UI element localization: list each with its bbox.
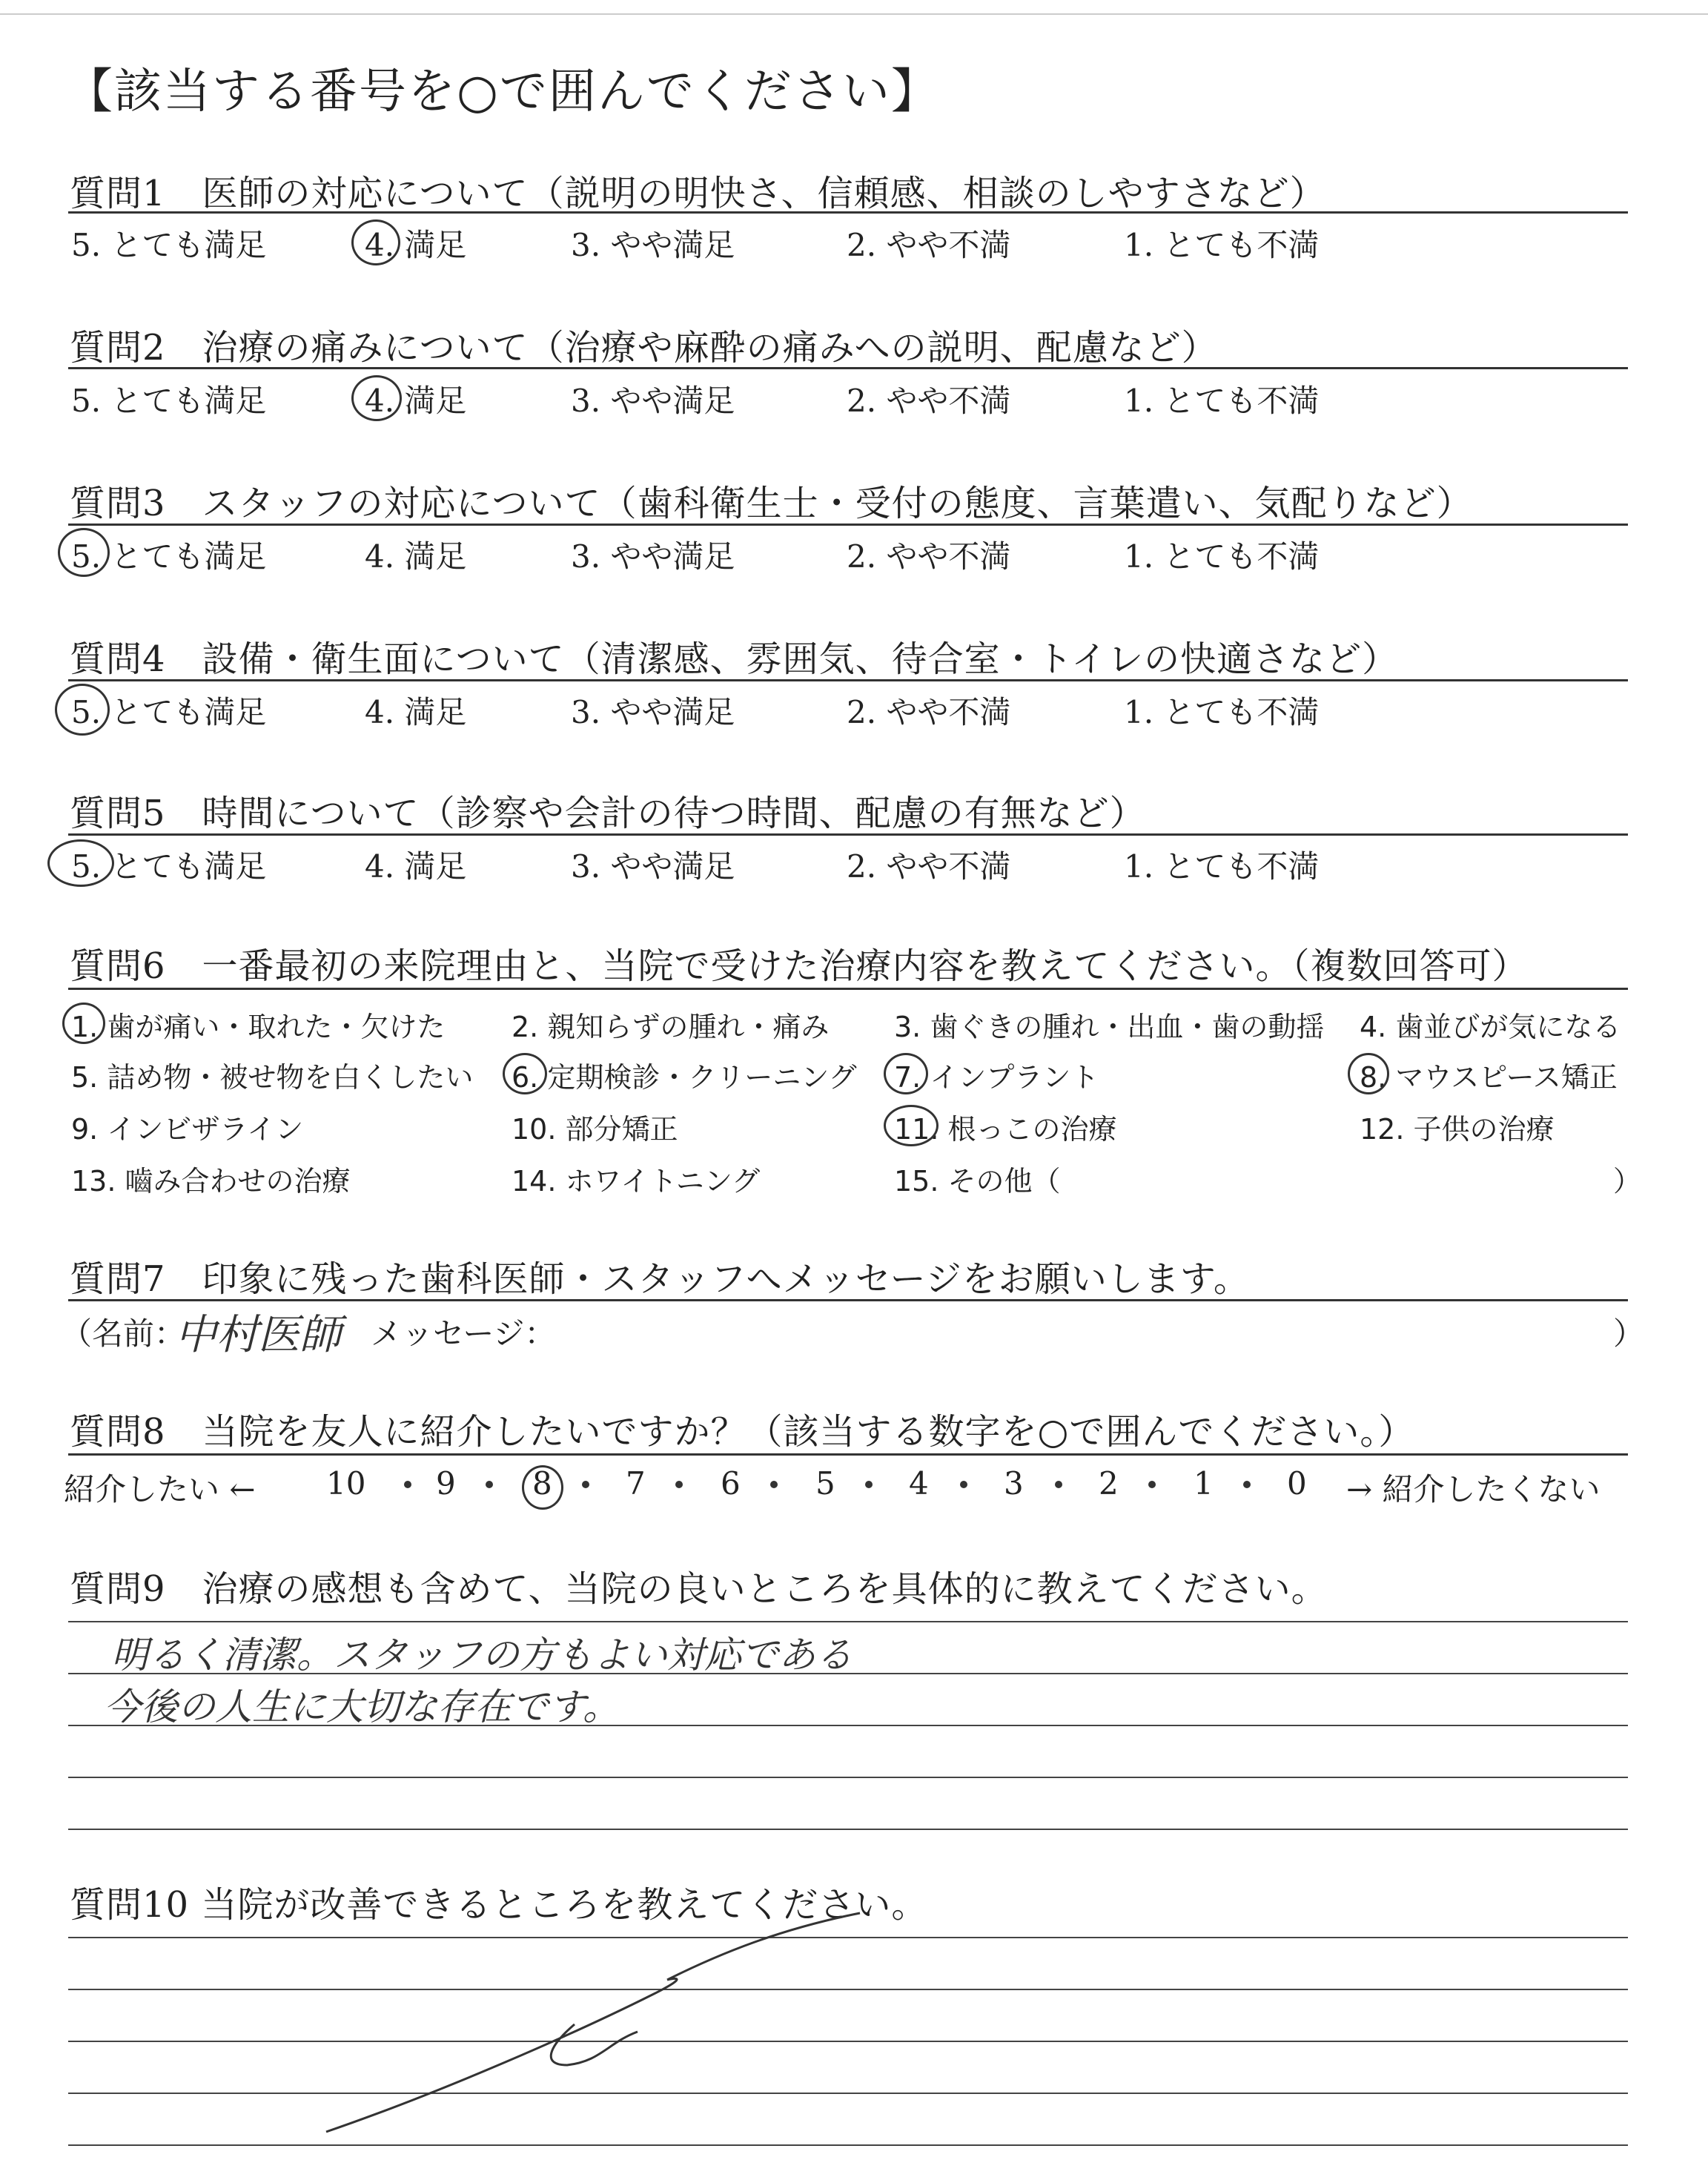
q4-option-4[interactable]: 4. 満足: [365, 694, 467, 730]
q5-selected-circle: [47, 839, 114, 887]
q6-option-7[interactable]: 7. インプラント: [894, 1061, 1099, 1094]
q8-scale-0[interactable]: 0: [1287, 1465, 1307, 1502]
q2-label: 質問2 治療の痛みについて（治療や麻酔の痛みへの説明、配慮など）: [70, 327, 1218, 369]
q5-label: 質問5 時間について（診察や会計の待つ時間、配慮の有無など）: [70, 793, 1146, 834]
q8-scale-8[interactable]: 8: [532, 1465, 552, 1502]
q8-scale-2[interactable]: 2: [1099, 1465, 1119, 1502]
q5-option-2[interactable]: 2. やや不満: [847, 848, 1011, 885]
q6-option-11[interactable]: 11. 根っこの治療: [894, 1113, 1117, 1146]
q8-right-label: → 紹介したくない: [1346, 1471, 1601, 1507]
q4-label: 質問4 設備・衛生面について（清潔感、雰囲気、待合室・トイレの快適さなど）: [70, 638, 1399, 680]
q1-option-5[interactable]: 5. とても満足: [71, 227, 267, 263]
q5-option-4[interactable]: 4. 満足: [365, 848, 467, 885]
q8-scale-10[interactable]: 10: [326, 1465, 366, 1502]
q9-line-4: [68, 1777, 1628, 1778]
q7-label: 質問7 印象に残った歯科医師・スタッフへメッセージをお願いします。: [70, 1258, 1250, 1300]
q8-label: 質問8 当院を友人に紹介したいですか？（該当する数字を○で囲んでください。）: [70, 1411, 1415, 1453]
q2-option-2[interactable]: 2. やや不満: [847, 383, 1011, 419]
q8-rule: [68, 1453, 1628, 1456]
q6-option-2[interactable]: 2. 親知らずの腫れ・痛み: [512, 1011, 830, 1043]
q3-option-5[interactable]: 5. とても満足: [71, 538, 267, 575]
q10-line-5: [68, 2144, 1628, 2146]
q4-option-3[interactable]: 3. やや満足: [571, 694, 735, 730]
q2-option-5[interactable]: 5. とても満足: [71, 383, 267, 419]
q4-rule: [68, 679, 1628, 681]
q3-option-1[interactable]: 1. とても不満: [1124, 538, 1320, 575]
q7-name-prefix: （名前：: [61, 1315, 186, 1352]
q5-option-1[interactable]: 1. とても不満: [1124, 848, 1320, 885]
q2-option-1[interactable]: 1. とても不満: [1124, 383, 1320, 419]
q7-name-handwritten[interactable]: 中村医師: [175, 1311, 341, 1359]
q4-option-2[interactable]: 2. やや不満: [847, 694, 1011, 730]
q9-line-1: [68, 1621, 1628, 1622]
q6-option-3[interactable]: 3. 歯ぐきの腫れ・出血・歯の動揺: [894, 1011, 1325, 1043]
q7-rule: [68, 1299, 1628, 1301]
q2-rule: [68, 367, 1628, 369]
q8-scale-7[interactable]: 7: [626, 1465, 646, 1502]
q10-strike-scribble: [311, 1906, 875, 2143]
q6-selected-circle-1: [62, 1003, 105, 1044]
q7-message-label: メッセージ：: [371, 1315, 556, 1352]
q2-option-3[interactable]: 3. やや満足: [571, 383, 735, 419]
q3-option-2[interactable]: 2. やや不満: [847, 538, 1011, 575]
q6-option-10[interactable]: 10. 部分矯正: [512, 1113, 678, 1146]
q6-other-close: ）: [1613, 1165, 1642, 1198]
q6-option-12[interactable]: 12. 子供の治療: [1360, 1113, 1555, 1146]
q9-answer-line-1[interactable]: 明るく清潔。スタッフの方もよい対応である: [111, 1634, 853, 1677]
q4-selected-circle: [55, 684, 110, 736]
q8-scale-4[interactable]: 4: [909, 1465, 929, 1502]
q6-option-15[interactable]: 15. その他（: [894, 1165, 1061, 1198]
q1-option-4[interactable]: 4. 満足: [365, 227, 467, 263]
q3-option-4[interactable]: 4. 満足: [365, 538, 467, 575]
q6-option-1[interactable]: 1. 歯が痛い・取れた・欠けた: [71, 1011, 446, 1043]
q4-option-5[interactable]: 5. とても満足: [71, 694, 267, 730]
form-title: 【該当する番号を○で囲んでください】: [65, 65, 940, 119]
q3-label: 質問3 スタッフの対応について（歯科衛生士・受付の態度、言葉遣い、気配りなど）: [70, 483, 1473, 524]
q5-option-3[interactable]: 3. やや満足: [571, 848, 735, 885]
q8-scale-9[interactable]: 9: [436, 1465, 456, 1502]
q1-selected-circle: [351, 219, 400, 265]
q6-rule: [68, 988, 1628, 990]
q6-option-8[interactable]: 8. マウスピース矯正: [1360, 1061, 1618, 1094]
q6-option-9[interactable]: 9. インビザライン: [71, 1113, 304, 1146]
q6-option-6[interactable]: 6. 定期検診・クリーニング: [512, 1061, 857, 1094]
q1-label: 質問1 医師の対応について（説明の明快さ、信頼感、相談のしやすさなど）: [70, 173, 1326, 214]
q1-option-3[interactable]: 3. やや満足: [571, 227, 735, 263]
q9-answer-line-2[interactable]: 今後の人生に大切な存在です。: [104, 1685, 620, 1728]
q6-option-14[interactable]: 14. ホワイトニング: [512, 1165, 761, 1198]
q1-option-1[interactable]: 1. とても不満: [1124, 227, 1320, 263]
q3-selected-circle: [58, 528, 110, 577]
q8-left-label: 紹介したい ←: [64, 1471, 256, 1507]
q2-selected-circle: [351, 375, 402, 421]
q6-label: 質問6 一番最初の来院理由と、当院で受けた治療内容を教えてください。（複数回答可）: [70, 945, 1529, 987]
q8-scale-5[interactable]: 5: [815, 1465, 835, 1502]
q6-option-13[interactable]: 13. 嚙み合わせの治療: [71, 1165, 351, 1198]
q10-label: 質問10 当院が改善できるところを教えてください。: [70, 1884, 928, 1926]
q7-close-paren: ）: [1613, 1315, 1645, 1352]
q1-rule: [68, 211, 1628, 214]
q6-selected-circle-11: [884, 1105, 939, 1146]
q5-rule: [68, 833, 1628, 836]
q8-scale-3[interactable]: 3: [1004, 1465, 1024, 1502]
q6-option-4[interactable]: 4. 歯並びが気になる: [1360, 1011, 1621, 1043]
q3-option-3[interactable]: 3. やや満足: [571, 538, 735, 575]
q8-dot-separators: [385, 1477, 1334, 1492]
q6-selected-circle-6: [503, 1053, 547, 1094]
q2-option-4[interactable]: 4. 満足: [365, 383, 467, 419]
q1-option-2[interactable]: 2. やや不満: [847, 227, 1011, 263]
q6-selected-circle-7: [884, 1053, 928, 1094]
q5-option-5[interactable]: 5. とても満足: [71, 848, 267, 885]
scan-edge-line: [0, 13, 1708, 15]
q3-rule: [68, 524, 1628, 526]
q8-scale-6[interactable]: 6: [721, 1465, 741, 1502]
q8-scale-1[interactable]: 1: [1194, 1465, 1214, 1502]
q9-line-5: [68, 1829, 1628, 1830]
q4-option-1[interactable]: 1. とても不満: [1124, 694, 1320, 730]
q6-selected-circle-8: [1348, 1053, 1389, 1094]
q9-label: 質問9 治療の感想も含めて、当院の良いところを具体的に教えてください。: [70, 1568, 1328, 1610]
q6-option-5[interactable]: 5. 詰め物・被せ物を白くしたい: [71, 1061, 474, 1094]
